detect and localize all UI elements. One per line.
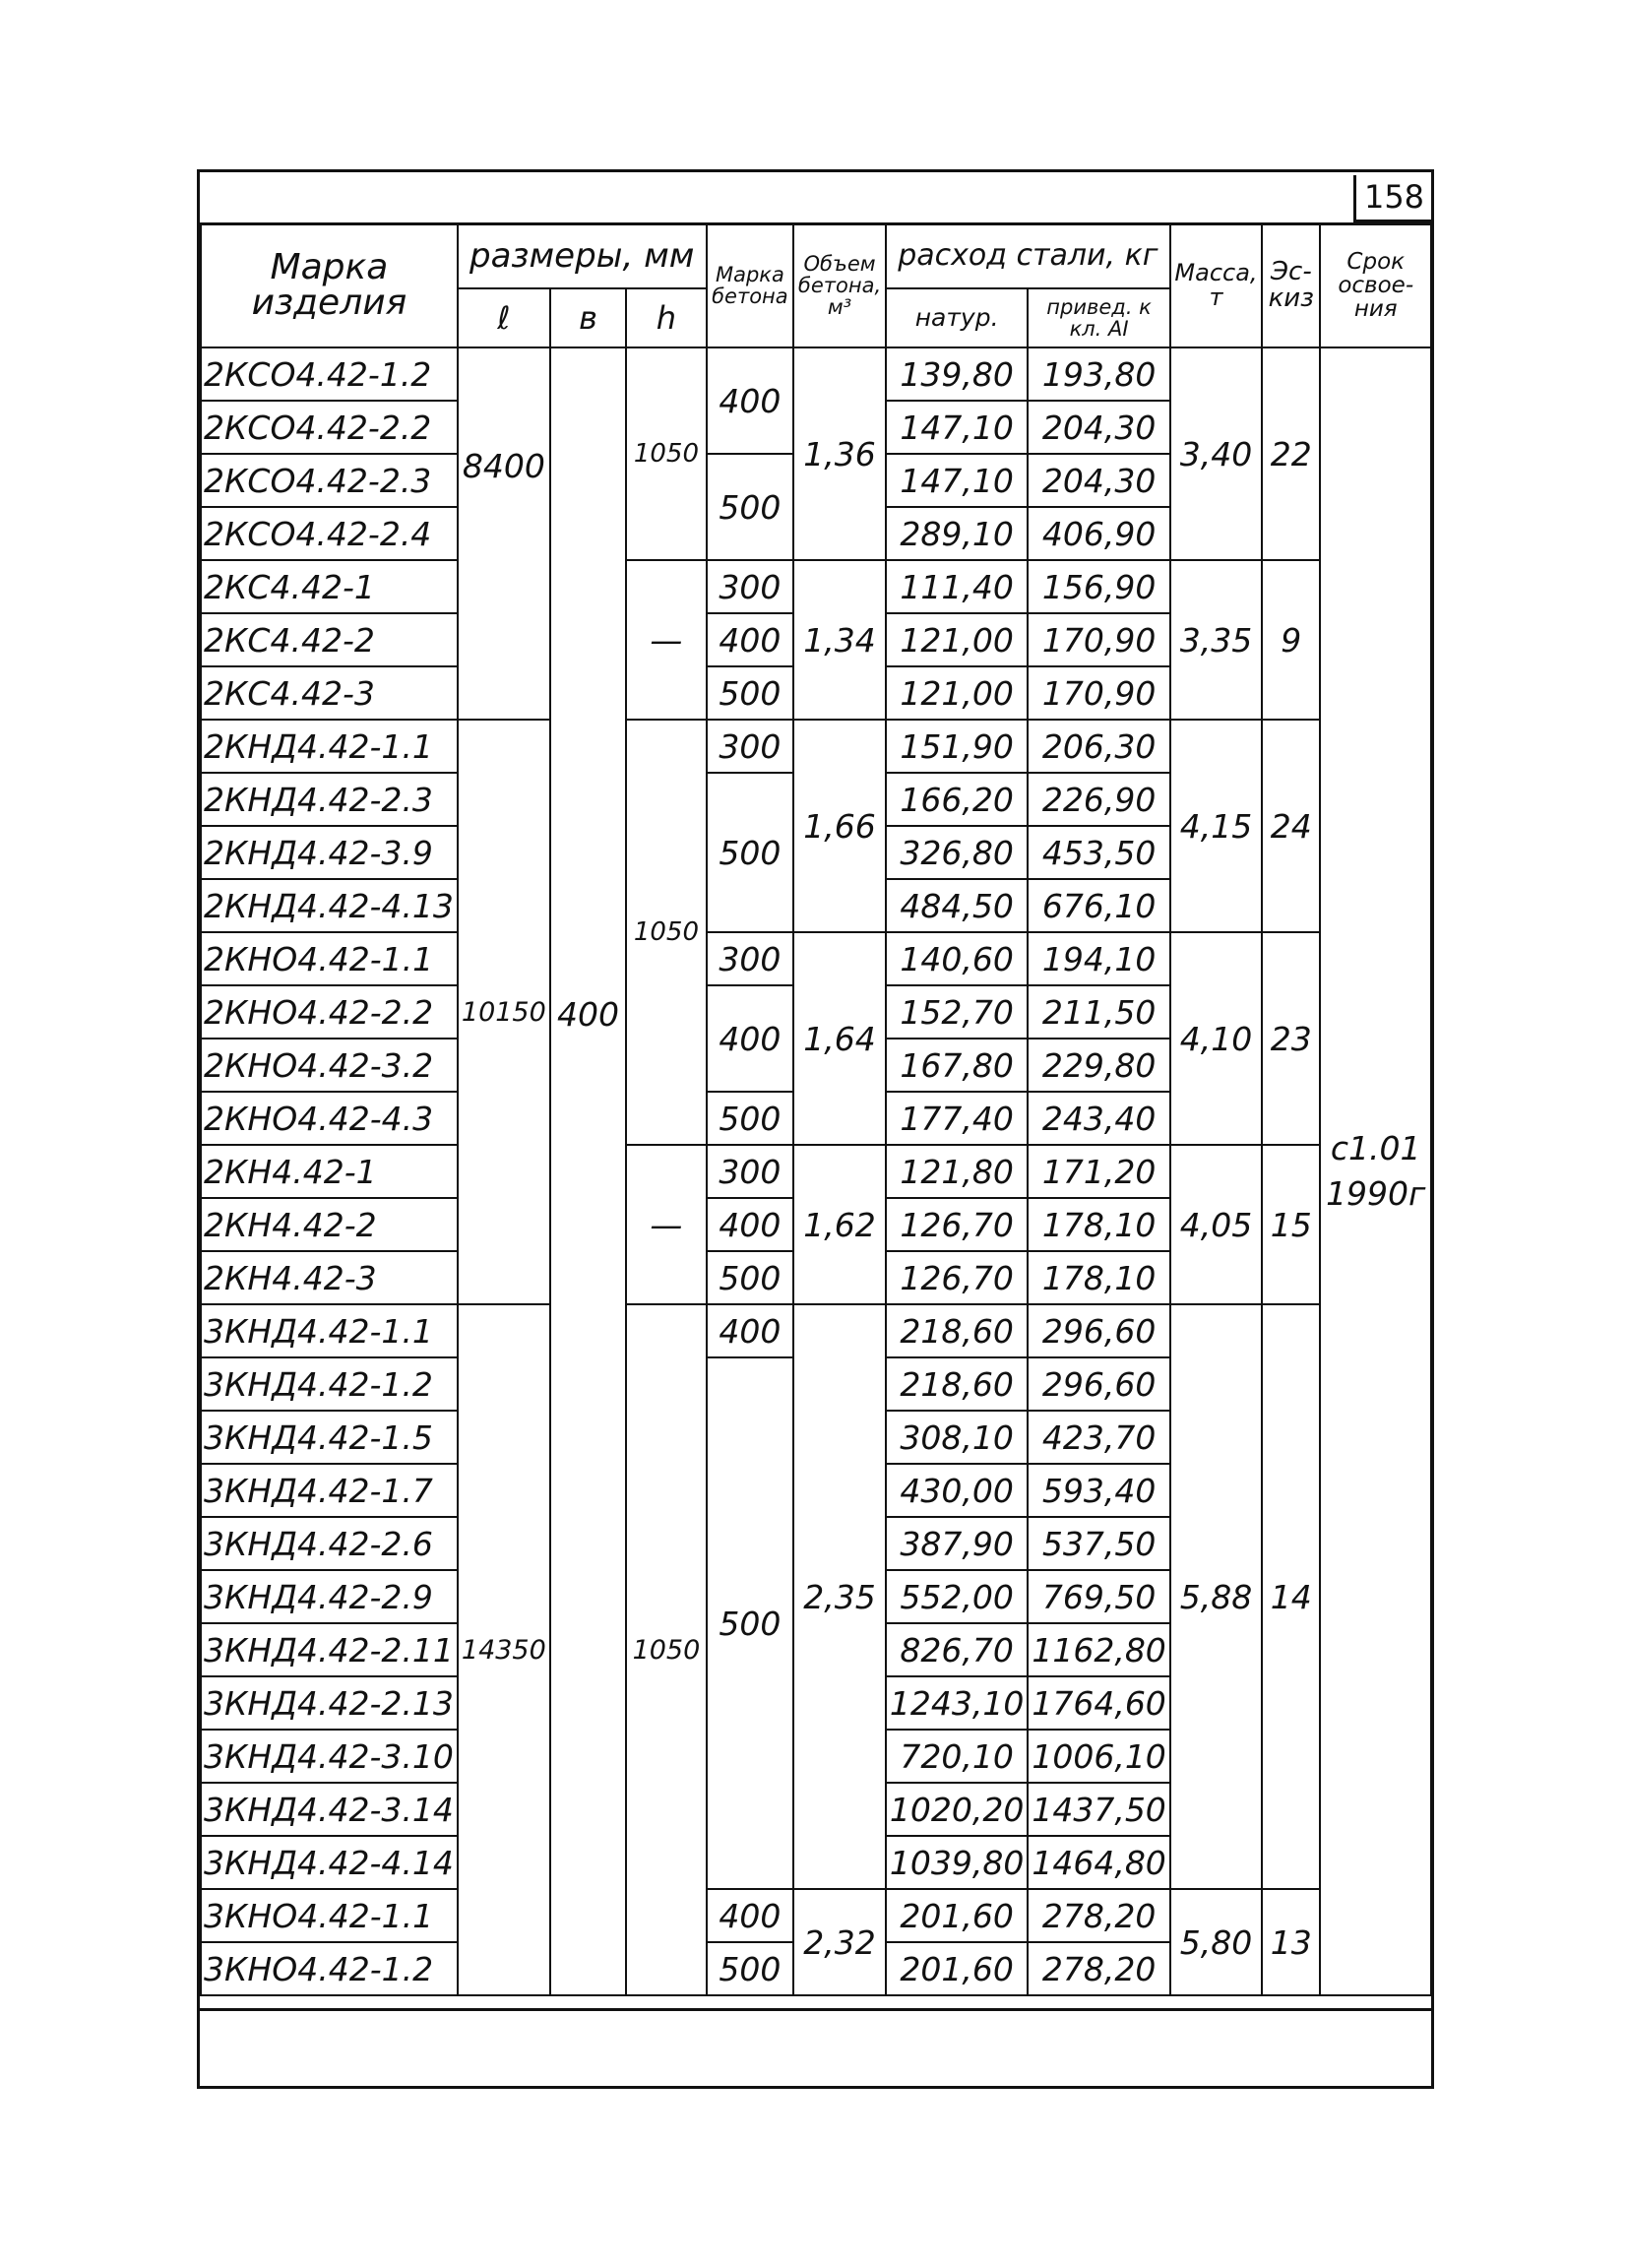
cell-massa: 4,15: [1170, 720, 1262, 932]
cell-beton: 500: [707, 666, 794, 720]
cell-mark: 2КН4.42-2: [201, 1198, 458, 1251]
table-row: [201, 720, 1431, 773]
footer-rule: [197, 2008, 1434, 2011]
cell-eskiz: 13: [1262, 1889, 1320, 1995]
cell-priv: 296,60: [1028, 1357, 1169, 1411]
table-row: [201, 560, 1431, 613]
cell-priv: 204,30: [1028, 454, 1169, 507]
cell-priv: 171,20: [1028, 1145, 1169, 1198]
cell-natur: 326,80: [886, 826, 1028, 879]
col-header-natur: натур.: [886, 288, 1028, 347]
cell-mark: 2КНД4.42-3.9: [201, 826, 458, 879]
cell-natur: 552,00: [886, 1570, 1028, 1623]
cell-natur: 289,10: [886, 507, 1028, 560]
cell-massa: 5,80: [1170, 1889, 1262, 1995]
table-row: [201, 932, 1431, 985]
col-header-b: в: [550, 288, 626, 347]
cell-natur: 147,10: [886, 454, 1028, 507]
cell-beton: 300: [707, 720, 794, 773]
cell-natur: 167,80: [886, 1039, 1028, 1092]
cell-mark: 3КНД4.42-1.7: [201, 1464, 458, 1517]
cell-mark: 2КН4.42-1: [201, 1145, 458, 1198]
cell-priv: 1437,50: [1028, 1783, 1169, 1836]
header-row-1: [201, 223, 1431, 288]
cell-mark: 2КСО4.42-1.2: [201, 347, 458, 401]
cell-natur: 484,50: [886, 879, 1028, 932]
srok-line-1: с1.01: [1330, 1128, 1421, 1167]
cell-mark: 2КНО4.42-2.2: [201, 985, 458, 1039]
cell-beton: 500: [707, 454, 794, 560]
col-header-h: h: [626, 288, 706, 347]
col-header-massa: Масса, т: [1170, 223, 1262, 347]
cell-mark: 3КНД4.42-3.14: [201, 1783, 458, 1836]
cell-natur: 308,10: [886, 1411, 1028, 1464]
cell-natur: 140,60: [886, 932, 1028, 985]
cell-mark: 2КНД4.42-4.13: [201, 879, 458, 932]
cell-volume: 1,36: [793, 347, 886, 560]
cell-eskiz: 22: [1262, 347, 1320, 560]
cell-priv: 1464,80: [1028, 1836, 1169, 1889]
cell-natur: 826,70: [886, 1623, 1028, 1676]
cell-priv: 211,50: [1028, 985, 1169, 1039]
cell-natur: 218,60: [886, 1304, 1028, 1357]
cell-priv: 204,30: [1028, 401, 1169, 454]
table-row: [201, 347, 1431, 401]
cell-priv: 423,70: [1028, 1411, 1169, 1464]
cell-beton: 400: [707, 1198, 794, 1251]
cell-mark: 3КНО4.42-1.1: [201, 1889, 458, 1942]
cell-mark: 3КНД4.42-1.5: [201, 1411, 458, 1464]
cell-massa: 3,35: [1170, 560, 1262, 720]
col-header-l: ℓ: [458, 288, 550, 347]
cell-priv: 193,80: [1028, 347, 1169, 401]
cell-priv: 229,80: [1028, 1039, 1169, 1092]
cell-mark: 2КНО4.42-3.2: [201, 1039, 458, 1092]
cell-priv: 1006,10: [1028, 1730, 1169, 1783]
cell-beton: 400: [707, 613, 794, 666]
cell-srok: [1320, 347, 1431, 1995]
cell-massa: 5,88: [1170, 1304, 1262, 1889]
table-row: [201, 1145, 1431, 1198]
cell-mark: 3КНД4.42-3.10: [201, 1730, 458, 1783]
cell-mark: 3КНД4.42-2.13: [201, 1676, 458, 1730]
cell-l: 8400: [458, 347, 550, 720]
cell-natur: 147,10: [886, 401, 1028, 454]
cell-mark: 3КНД4.42-2.6: [201, 1517, 458, 1570]
cell-beton: 500: [707, 1251, 794, 1304]
cell-natur: 1020,20: [886, 1783, 1028, 1836]
cell-beton: 300: [707, 560, 794, 613]
cell-l: 14350: [458, 1304, 550, 1995]
col-header-priv: привед. к кл. АI: [1028, 288, 1169, 347]
cell-mark: 2КСО4.42-2.4: [201, 507, 458, 560]
steel-consumption-table: [200, 222, 1432, 1996]
cell-mark: 3КНД4.42-1.2: [201, 1357, 458, 1411]
cell-eskiz: 15: [1262, 1145, 1320, 1304]
cell-natur: 201,60: [886, 1889, 1028, 1942]
cell-mark: 2КСО4.42-2.3: [201, 454, 458, 507]
cell-natur: 121,00: [886, 666, 1028, 720]
cell-priv: 278,20: [1028, 1942, 1169, 1995]
cell-volume: 1,66: [793, 720, 886, 932]
col-header-marka-izdeliya: Марка изделия: [201, 223, 458, 347]
cell-priv: 453,50: [1028, 826, 1169, 879]
cell-mark: 3КНО4.42-1.2: [201, 1942, 458, 1995]
cell-natur: 387,90: [886, 1517, 1028, 1570]
col-header-raskhod-stali: расход стали, кг: [886, 223, 1170, 288]
cell-priv: 206,30: [1028, 720, 1169, 773]
cell-priv: 537,50: [1028, 1517, 1169, 1570]
cell-natur: 201,60: [886, 1942, 1028, 1995]
cell-natur: 720,10: [886, 1730, 1028, 1783]
cell-mark: 3КНД4.42-2.9: [201, 1570, 458, 1623]
cell-mark: 2КС4.42-2: [201, 613, 458, 666]
cell-eskiz: 9: [1262, 560, 1320, 720]
cell-beton: 400: [707, 985, 794, 1092]
cell-beton: 500: [707, 773, 794, 932]
cell-eskiz: 24: [1262, 720, 1320, 932]
cell-natur: 126,70: [886, 1251, 1028, 1304]
cell-mark: 2КН4.42-3: [201, 1251, 458, 1304]
cell-priv: 243,40: [1028, 1092, 1169, 1145]
cell-massa: 4,05: [1170, 1145, 1262, 1304]
cell-h: —: [626, 1145, 706, 1304]
cell-natur: 218,60: [886, 1357, 1028, 1411]
col-header-razmery: размеры, мм: [458, 223, 707, 288]
cell-volume: 1,64: [793, 932, 886, 1145]
cell-l: 10150: [458, 720, 550, 1304]
cell-volume: 2,35: [793, 1304, 886, 1889]
cell-volume: 1,34: [793, 560, 886, 720]
cell-eskiz: 14: [1262, 1304, 1320, 1889]
cell-volume: 1,62: [793, 1145, 886, 1304]
cell-mark: 2КСО4.42-2.2: [201, 401, 458, 454]
table-row: [201, 1304, 1431, 1357]
cell-beton: 400: [707, 1889, 794, 1942]
cell-beton: 500: [707, 1357, 794, 1889]
cell-priv: 178,10: [1028, 1251, 1169, 1304]
cell-priv: 769,50: [1028, 1570, 1169, 1623]
cell-natur: 152,70: [886, 985, 1028, 1039]
cell-natur: 430,00: [886, 1464, 1028, 1517]
table-row: [201, 1889, 1431, 1942]
cell-priv: 226,90: [1028, 773, 1169, 826]
cell-priv: 676,10: [1028, 879, 1169, 932]
cell-priv: 194,10: [1028, 932, 1169, 985]
cell-priv: 593,40: [1028, 1464, 1169, 1517]
col-header-obem-betona: Объем бетона, м³: [793, 223, 886, 347]
cell-natur: 151,90: [886, 720, 1028, 773]
cell-h: 1050: [626, 1304, 706, 1995]
cell-mark: 2КНД4.42-2.3: [201, 773, 458, 826]
cell-eskiz: 23: [1262, 932, 1320, 1145]
cell-h: —: [626, 560, 706, 720]
cell-natur: 177,40: [886, 1092, 1028, 1145]
cell-priv: 296,60: [1028, 1304, 1169, 1357]
cell-natur: 166,20: [886, 773, 1028, 826]
cell-massa: 4,10: [1170, 932, 1262, 1145]
cell-priv: 278,20: [1028, 1889, 1169, 1942]
cell-mark: 2КС4.42-3: [201, 666, 458, 720]
cell-priv: 170,90: [1028, 666, 1169, 720]
cell-priv: 178,10: [1028, 1198, 1169, 1251]
cell-h: 1050: [626, 720, 706, 1145]
cell-beton: 400: [707, 1304, 794, 1357]
col-header-srok: Срок освое-ния: [1320, 223, 1431, 347]
cell-natur: 139,80: [886, 347, 1028, 401]
cell-mark: 3КНД4.42-4.14: [201, 1836, 458, 1889]
cell-priv: 406,90: [1028, 507, 1169, 560]
page-number: 158: [1353, 175, 1432, 222]
cell-mark: 2КНО4.42-4.3: [201, 1092, 458, 1145]
cell-beton: 400: [707, 347, 794, 454]
cell-mark: 2КНО4.42-1.1: [201, 932, 458, 985]
cell-natur: 126,70: [886, 1198, 1028, 1251]
cell-mark: 2КНД4.42-1.1: [201, 720, 458, 773]
cell-h: 1050: [626, 347, 706, 560]
srok-line-2: 1990г: [1326, 1174, 1426, 1213]
cell-volume: 2,32: [793, 1889, 886, 1995]
cell-natur: 121,00: [886, 613, 1028, 666]
col-header-marka-betona: Марка бетона: [707, 223, 794, 347]
cell-beton: 300: [707, 1145, 794, 1198]
cell-beton: 500: [707, 1942, 794, 1995]
cell-beton: 300: [707, 932, 794, 985]
cell-mark: 2КС4.42-1: [201, 560, 458, 613]
col-header-eskiz: Эс-киз: [1262, 223, 1320, 347]
cell-mark: 3КНД4.42-2.11: [201, 1623, 458, 1676]
cell-natur: 1039,80: [886, 1836, 1028, 1889]
cell-massa: 3,40: [1170, 347, 1262, 560]
cell-mark: 3КНД4.42-1.1: [201, 1304, 458, 1357]
cell-priv: 170,90: [1028, 613, 1169, 666]
cell-priv: 1764,60: [1028, 1676, 1169, 1730]
cell-b: 400: [550, 347, 626, 1995]
cell-beton: 500: [707, 1092, 794, 1145]
cell-priv: 1162,80: [1028, 1623, 1169, 1676]
cell-natur: 111,40: [886, 560, 1028, 613]
cell-natur: 121,80: [886, 1145, 1028, 1198]
cell-natur: 1243,10: [886, 1676, 1028, 1730]
cell-priv: 156,90: [1028, 560, 1169, 613]
